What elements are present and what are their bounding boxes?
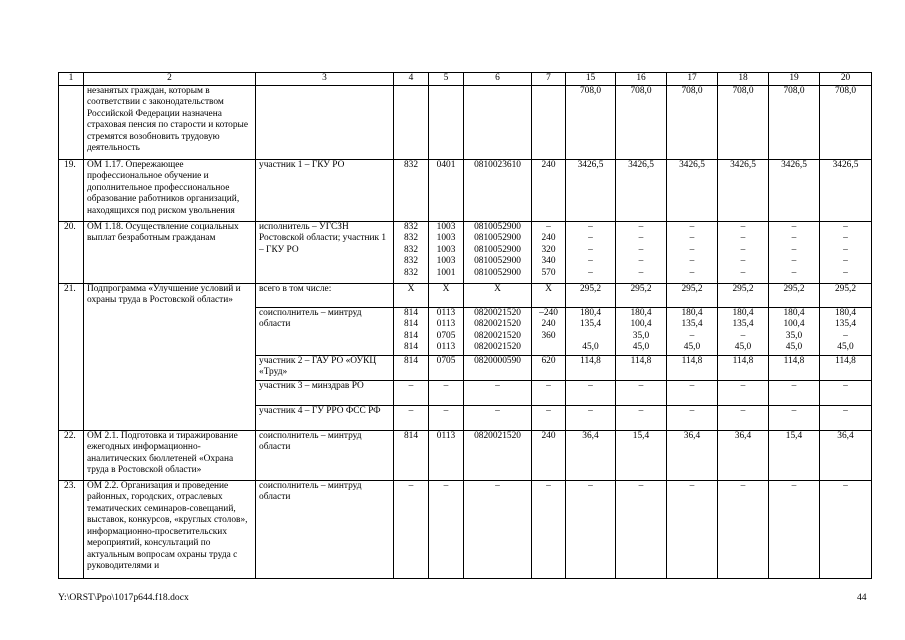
dash: – — [532, 380, 566, 405]
measure-name: ОМ 1.18. Осуществление социальных выплат безработным гражданам — [84, 221, 256, 283]
dash: – — [464, 480, 532, 578]
dash: – — [588, 233, 593, 243]
value: – — [740, 330, 746, 341]
executor: участник 3 – минздрав РО — [256, 380, 394, 405]
value-cell: 36,4 — [667, 430, 718, 480]
value-cell: 708,0 — [566, 85, 616, 159]
table-row-21-total — [59, 283, 872, 307]
value-cell: 295,2 — [820, 283, 872, 307]
value-cell: 36,4 — [820, 430, 872, 480]
value: 180,4 — [579, 307, 602, 318]
header-row — [59, 73, 872, 86]
rz-code: 0113 — [429, 430, 464, 480]
dash: – — [843, 233, 848, 243]
value: 180,4 — [783, 307, 805, 318]
dash: – — [791, 256, 797, 266]
rz-code: 0705 — [436, 330, 456, 341]
value-cell: 114,8 — [616, 355, 667, 380]
rz-code: 0113 — [436, 319, 456, 329]
rz-code: 0705 — [429, 355, 464, 380]
measure-name: ОМ 2.1. Подготовка и тиражирование ежегодных информационно-аналитических бюллетеней «Охрана труда в Ростовской области» — [84, 430, 256, 480]
budget-table — [58, 72, 872, 579]
value-cell — [718, 221, 769, 283]
vr-code: X — [532, 283, 566, 307]
table-row-22 — [59, 430, 872, 480]
grbs-code: 832 — [394, 159, 429, 221]
value-cell: 708,0 — [769, 85, 820, 159]
value-cell — [820, 221, 872, 283]
dash: – — [429, 405, 464, 430]
value: – — [689, 330, 695, 341]
value-cell: 3426,5 — [820, 159, 872, 221]
rz-code: 1003 — [436, 233, 456, 243]
vr-code: 360 — [541, 330, 556, 341]
rz-code: 0401 — [429, 159, 464, 221]
value: 45,0 — [837, 342, 854, 352]
csr-code: 0820021520 — [474, 307, 521, 318]
dash: – — [718, 405, 769, 430]
table-row-20 — [59, 221, 872, 283]
dash: – — [769, 380, 820, 405]
header-cell: 20 — [820, 73, 872, 86]
vr-code: 240 — [532, 430, 566, 480]
value-cell: 3426,5 — [769, 159, 820, 221]
value-cell: 114,8 — [820, 355, 872, 380]
dash: – — [667, 480, 718, 578]
csr-code: 0820000590 — [464, 355, 532, 380]
csr-code: X — [464, 283, 532, 307]
header-cell: 3 — [256, 73, 394, 86]
executor: соисполнитель – минтруд области — [256, 307, 394, 355]
csr-code: 0810052900 — [474, 256, 521, 266]
value-cell: 114,8 — [769, 355, 820, 380]
value: 135,4 — [579, 319, 602, 329]
value-cell: 295,2 — [667, 283, 718, 307]
rz-code-list — [429, 221, 464, 283]
rz-code: 0113 — [436, 307, 456, 318]
header-cell: 18 — [718, 73, 769, 86]
dash: – — [820, 405, 872, 430]
dash: – — [689, 256, 695, 266]
dash: – — [616, 405, 667, 430]
csr-code: 0810052900 — [474, 244, 521, 255]
vr-code: 570 — [541, 267, 556, 278]
dash: – — [566, 480, 616, 578]
vr-code: 620 — [532, 355, 566, 380]
value: 180,4 — [834, 307, 857, 318]
executor: участник 2 – ГАУ РО «ОУКЦ «Труд» — [256, 355, 394, 380]
value: 135,4 — [834, 319, 857, 329]
value-cell: 3426,5 — [667, 159, 718, 221]
dash: – — [689, 244, 695, 255]
row-number: 19. — [59, 159, 84, 221]
vr-code: 240 — [532, 159, 566, 221]
value: – — [843, 330, 848, 341]
grbs-code — [394, 85, 429, 159]
value-cell — [566, 307, 616, 355]
executor — [256, 85, 394, 159]
value-cell: 15,4 — [769, 430, 820, 480]
value: 100,4 — [783, 319, 805, 329]
dash: – — [532, 480, 566, 578]
dash: – — [616, 380, 667, 405]
csr-code: 0810052900 — [474, 233, 521, 243]
value-cell: 295,2 — [718, 283, 769, 307]
grbs-code: X — [394, 283, 429, 307]
grbs-code-list — [394, 307, 429, 355]
dash: – — [394, 480, 429, 578]
value-cell — [616, 307, 667, 355]
csr-code: 0820021520 — [464, 430, 532, 480]
vr-code: 240 — [541, 233, 556, 243]
grbs-code: 814 — [403, 319, 419, 329]
dash: – — [667, 380, 718, 405]
row-number: 22. — [59, 430, 84, 480]
grbs-code: 832 — [403, 256, 419, 266]
vr-code-list — [532, 221, 566, 283]
vr-code — [535, 342, 562, 354]
page-number: 44 — [857, 592, 867, 603]
dash: – — [464, 405, 532, 430]
value: 180,4 — [681, 307, 703, 318]
dash: – — [566, 405, 616, 430]
measure-name: Подпрограмма «Улучшение условий и охраны труда в Ростовской области» — [84, 283, 256, 430]
dash: – — [843, 244, 848, 255]
header-cell: 4 — [394, 73, 429, 86]
value: 180,4 — [732, 307, 754, 318]
dash: – — [791, 244, 797, 255]
dash: – — [740, 221, 746, 232]
dash: – — [638, 233, 644, 243]
grbs-code-list — [394, 221, 429, 283]
dash: – — [532, 405, 566, 430]
value-cell: 708,0 — [616, 85, 667, 159]
header-cell: 5 — [429, 73, 464, 86]
dash: – — [638, 267, 644, 278]
grbs-code: 814 — [403, 330, 419, 341]
value-cell: 295,2 — [566, 283, 616, 307]
csr-code: 0810052900 — [474, 267, 521, 278]
dash: – — [638, 221, 644, 232]
dash: – — [820, 480, 872, 578]
table-row-23 — [59, 480, 872, 578]
value-cell — [769, 221, 820, 283]
row-number: 20. — [59, 221, 84, 283]
value-cell: 15,4 — [616, 430, 667, 480]
file-path: Y:\ORST\Ppo\1017p644.f18.docx — [58, 592, 189, 603]
value — [569, 331, 612, 343]
value-cell: 295,2 — [616, 283, 667, 307]
dash: – — [740, 256, 746, 266]
dash: – — [769, 480, 820, 578]
dash: – — [769, 405, 820, 430]
row-number — [59, 85, 84, 159]
dash: – — [843, 256, 848, 266]
rz-code: 1001 — [436, 267, 456, 278]
rz-code: 0113 — [436, 342, 456, 352]
dash: – — [566, 380, 616, 405]
csr-code: 0810023610 — [464, 159, 532, 221]
table-row-continuation — [59, 85, 872, 159]
vr-code: 240 — [541, 319, 556, 329]
rz-code — [429, 85, 464, 159]
value: 45,0 — [785, 342, 803, 352]
measure-name: ОМ 2.2. Организация и проведение районных, городских, отраслевых тематических семинаров-совещаний, выставок, конкурсов, «круглых столов», информационно-просветительских мероприятий, консультаций по актуальным вопросам охраны труда с руководителями и — [84, 480, 256, 578]
value-cell: 114,8 — [718, 355, 769, 380]
dash: – — [740, 233, 746, 243]
dash: – — [843, 221, 848, 232]
csr-code — [464, 85, 532, 159]
dash: – — [464, 380, 532, 405]
dash: – — [638, 244, 644, 255]
csr-code: 0820021520 — [474, 342, 521, 352]
dash: – — [689, 233, 695, 243]
header-cell: 15 — [566, 73, 616, 86]
dash: – — [394, 405, 429, 430]
grbs-code: 814 — [403, 307, 419, 318]
executor: всего в том числе: — [256, 283, 394, 307]
value-cell — [769, 307, 820, 355]
value-cell: 36,4 — [566, 430, 616, 480]
vr-code: 320 — [541, 244, 556, 255]
value: 35,0 — [632, 330, 650, 341]
vr-code: – — [546, 221, 551, 232]
value: 45,0 — [734, 342, 752, 352]
value-cell — [566, 221, 616, 283]
dash: – — [616, 480, 667, 578]
rz-code: X — [429, 283, 464, 307]
value-cell: 708,0 — [820, 85, 872, 159]
vr-code: 340 — [541, 256, 556, 266]
csr-code-list — [464, 307, 532, 355]
header-cell: 2 — [84, 73, 256, 86]
value-cell: 708,0 — [667, 85, 718, 159]
value: 135,4 — [681, 319, 703, 329]
measure-name: ОМ 1.17. Опережающее профессиональное обучение и дополнительное профессиональное образование работников организаций, находящихся под риском увольнения — [84, 159, 256, 221]
rz-code: 1003 — [436, 256, 456, 266]
dash: – — [588, 267, 593, 278]
csr-code: 0820021520 — [474, 330, 521, 341]
value: 35,0 — [785, 330, 803, 341]
dash: – — [394, 380, 429, 405]
dash: – — [429, 380, 464, 405]
executor: исполнитель – УГСЗН Ростовской области; участник 1 – ГКУ РО — [256, 221, 394, 283]
value-cell — [820, 307, 872, 355]
dash: – — [667, 405, 718, 430]
dash: – — [820, 380, 872, 405]
value: 135,4 — [732, 319, 754, 329]
dash: – — [791, 267, 797, 278]
value: 45,0 — [632, 342, 650, 352]
header-cell: 1 — [59, 73, 84, 86]
grbs-code: 814 — [394, 355, 429, 380]
dash: – — [791, 233, 797, 243]
dash: – — [740, 244, 746, 255]
row-number: 23. — [59, 480, 84, 578]
vr-code: –240 — [539, 307, 558, 318]
csr-code-list — [464, 221, 532, 283]
value-cell: 708,0 — [718, 85, 769, 159]
executor: соисполнитель – минтруд области — [256, 430, 394, 480]
header-cell: 17 — [667, 73, 718, 86]
grbs-code: 832 — [403, 244, 419, 255]
value-cell: 295,2 — [769, 283, 820, 307]
header-cell: 19 — [769, 73, 820, 86]
row-number: 21. — [59, 283, 84, 430]
vr-code — [532, 85, 566, 159]
executor: участник 1 – ГКУ РО — [256, 159, 394, 221]
value-cell: 3426,5 — [616, 159, 667, 221]
dash: – — [588, 244, 593, 255]
rz-code-list — [429, 307, 464, 355]
value-cell — [667, 221, 718, 283]
grbs-code: 814 — [394, 430, 429, 480]
vr-code-list — [532, 307, 566, 355]
rz-code: 1003 — [436, 244, 456, 255]
grbs-code: 832 — [403, 221, 419, 232]
value-cell: 3426,5 — [718, 159, 769, 221]
value-cell — [667, 307, 718, 355]
value-cell — [616, 221, 667, 283]
grbs-code: 832 — [403, 233, 419, 243]
csr-code: 0810052900 — [474, 221, 521, 232]
table-row-19 — [59, 159, 872, 221]
csr-code: 0820021520 — [474, 319, 521, 329]
dash: – — [689, 267, 695, 278]
value-cell: 36,4 — [718, 430, 769, 480]
dash: – — [429, 480, 464, 578]
rz-code: 1003 — [436, 221, 456, 232]
measure-name: незанятых граждан, которым в соответствии с законодательством Российской Федерации назначена страховая пенсия по старости и которые стремятся возобновить трудовую деятельность — [84, 85, 256, 159]
dash: – — [718, 480, 769, 578]
value: 45,0 — [582, 342, 599, 352]
value: 180,4 — [630, 307, 652, 318]
dash: – — [588, 256, 593, 266]
dash: – — [718, 380, 769, 405]
executor: участник 4 – ГУ РРО ФСС РФ — [256, 405, 394, 430]
value-cell — [718, 307, 769, 355]
value-cell: 114,8 — [667, 355, 718, 380]
header-cell: 6 — [464, 73, 532, 86]
value-cell: 3426,5 — [566, 159, 616, 221]
grbs-code: 832 — [403, 267, 419, 278]
dash: – — [791, 221, 797, 232]
dash: – — [638, 256, 644, 266]
dash: – — [588, 221, 593, 232]
value-cell: 114,8 — [566, 355, 616, 380]
dash: – — [740, 267, 746, 278]
header-cell: 7 — [532, 73, 566, 86]
grbs-code: 814 — [403, 342, 419, 352]
value: 100,4 — [630, 319, 652, 329]
value: 45,0 — [683, 342, 701, 352]
header-cell: 16 — [616, 73, 667, 86]
dash: – — [843, 267, 848, 278]
dash: – — [689, 221, 695, 232]
executor: соисполнитель – минтруд области — [256, 480, 394, 578]
